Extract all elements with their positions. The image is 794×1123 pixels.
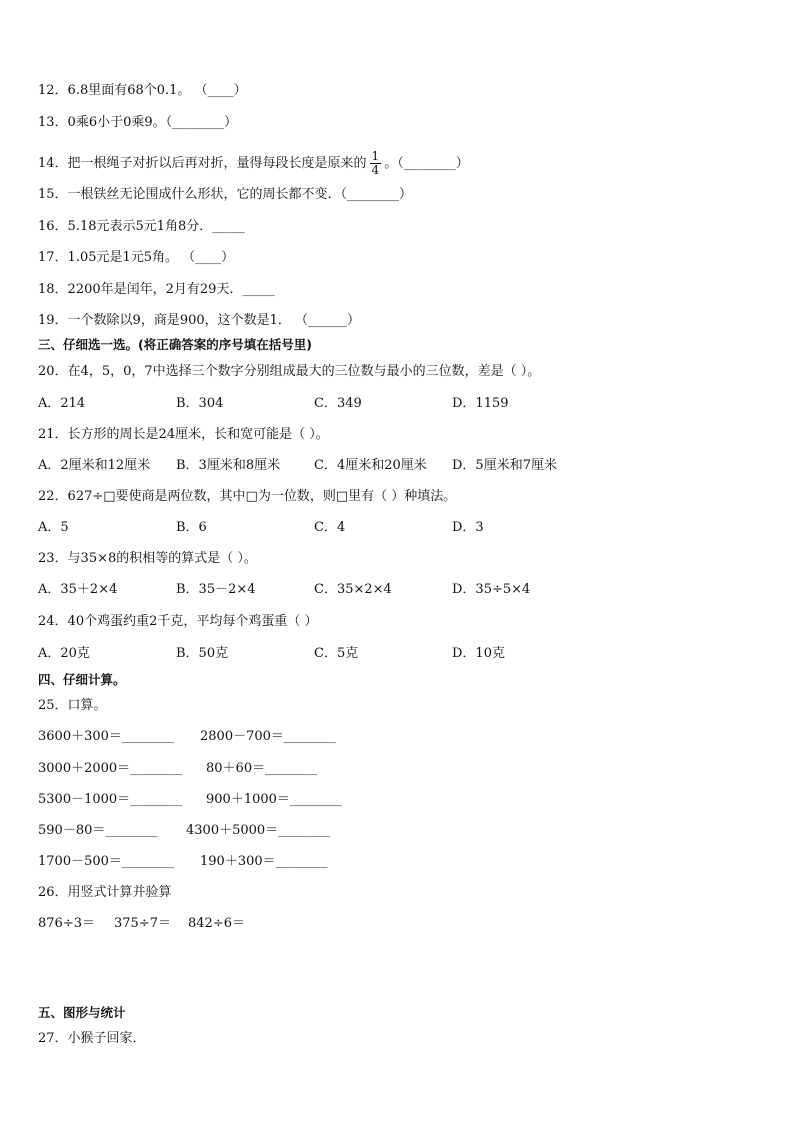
mental-calc-item: 2800－700＝________: [200, 729, 336, 744]
question-18: 18．2200年是闰年，2月有29天．_____: [38, 282, 275, 297]
question-24-stem: 24．40个鸡蛋约重2千克，平均每个鸡蛋重（ ）: [38, 614, 318, 629]
mental-calc-item: 80＋60＝________: [206, 761, 318, 776]
question-24-option-d: D．10克: [452, 646, 505, 661]
vertical-calc-item: 375÷7＝: [114, 916, 171, 931]
question-14-blank: 。（________）: [384, 156, 469, 171]
question-22-option-d: D．3: [452, 520, 484, 535]
question-22-option-b: B．6: [176, 520, 207, 535]
question-20-option-b: B．304: [176, 396, 224, 411]
question-23-option-a: A．35＋2×4: [38, 582, 118, 597]
mental-calc-item: 900＋1000＝________: [206, 792, 342, 807]
question-20-option-a: A．214: [38, 396, 86, 411]
question-23-stem: 23．与35×8的积相等的算式是（ ）。: [38, 551, 257, 566]
fraction-numerator: 1: [371, 149, 380, 163]
question-20-stem: 20．在4，5，0，7中选择三个数字分别组成最大的三位数与最小的三位数，差是（ ）。: [38, 364, 541, 379]
mental-calc-item: 1700－500＝________: [38, 854, 174, 869]
question-20-option-d: D．1159: [452, 396, 509, 411]
mental-calc-item: 590－80＝________: [38, 823, 158, 838]
section-5-heading: 五、图形与统计: [38, 1005, 126, 1020]
question-24-option-b: B．50克: [176, 646, 229, 661]
fraction-one-quarter: [370, 150, 382, 177]
question-21-option-c: C．4厘米和20厘米: [314, 458, 427, 473]
question-22-option-c: C．4: [314, 520, 346, 535]
section-4-heading: 四、仔细计算。: [38, 672, 126, 687]
question-21-option-d: D．5厘米和7厘米: [452, 458, 557, 473]
question-12: 12．6.8里面有68个0.1。 （____）: [38, 83, 247, 98]
fraction-denominator: 4: [371, 163, 380, 177]
question-23-option-b: B．35－2×4: [176, 582, 256, 597]
mental-calc-item: 5300－1000＝________: [38, 792, 183, 807]
question-24-option-a: A．20克: [38, 646, 90, 661]
question-23-option-d: D．35÷5×4: [452, 582, 531, 597]
question-21-option-b: B．3厘米和8厘米: [176, 458, 281, 473]
mental-calc-item: 3600＋300＝________: [38, 729, 174, 744]
question-21-stem: 21．长方形的周长是24厘米，长和宽可能是（ ）。: [38, 427, 329, 442]
question-27: 27．小猴子回家．: [38, 1031, 146, 1046]
vertical-calc-item: 842÷6＝: [188, 916, 245, 931]
section-3-heading: 三、仔细选一选。(将正确答案的序号填在括号里): [38, 337, 312, 352]
mental-calc-item: 4300＋5000＝________: [186, 823, 331, 838]
question-17: 17．1.05元是1元5角。 （____）: [38, 250, 235, 265]
question-25-stem: 25．口算。: [38, 698, 107, 713]
question-20-option-c: C．349: [314, 396, 362, 411]
question-19: 19．一个数除以9，商是900，这个数是1． （______）: [38, 313, 361, 328]
question-16: 16．5.18元表示5元1角8分．_____: [38, 219, 245, 234]
mental-calc-item: 3000＋2000＝________: [38, 761, 183, 776]
question-22-stem: 22．627÷□要使商是两位数，其中□为一位数，则□里有（ ）种填法。: [38, 489, 457, 504]
question-23-option-c: C．35×2×4: [314, 582, 392, 597]
question-14: [38, 150, 469, 177]
question-26-stem: 26．用竖式计算并验算: [38, 885, 172, 900]
question-15: 15．一根铁丝无论围成什么形状，它的周长都不变．（________）: [38, 187, 413, 202]
question-21-option-a: A．2厘米和12厘米: [38, 458, 151, 473]
question-24-option-c: C．5克: [314, 646, 359, 661]
question-22-option-a: A．5: [38, 520, 69, 535]
mental-calc-item: 190＋300＝________: [200, 854, 328, 869]
question-14-text: 14．把一根绳子对折以后再对折，量得每段长度是原来的: [38, 156, 367, 171]
question-13: 13．0乘6小于0乘9。（________）: [38, 115, 238, 130]
vertical-calc-item: 876÷3＝: [38, 916, 95, 931]
